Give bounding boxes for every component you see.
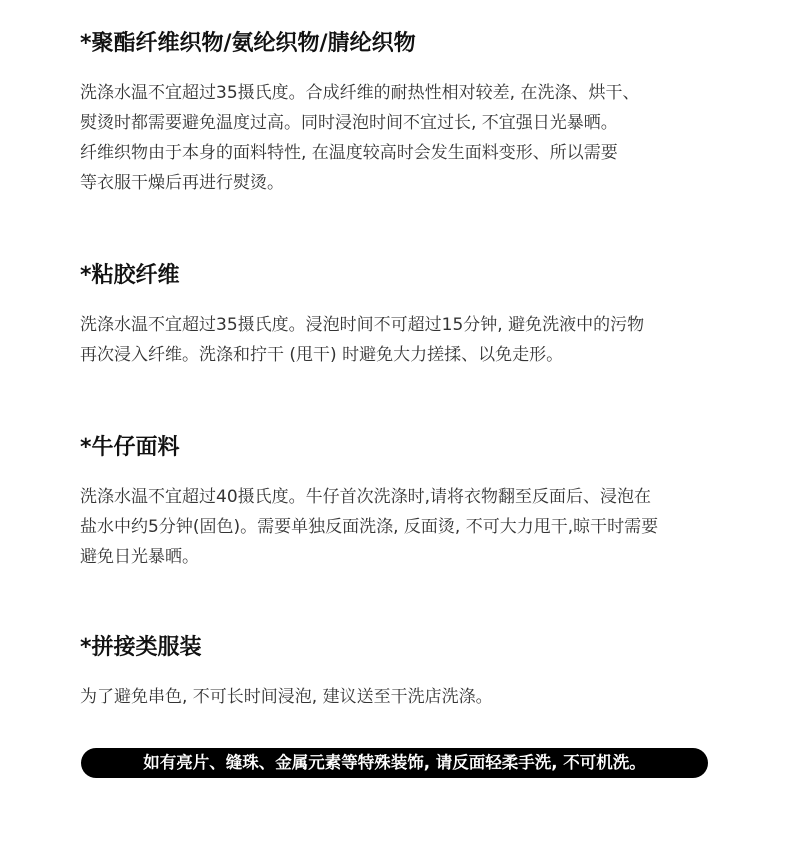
section-patchwork: [80, 634, 740, 712]
body-line: 洗涤水温不宜超过35摄氏度。合成纤维的耐热性相对较差, 在洗涤、烘干、: [80, 83, 640, 103]
section-denim: [80, 434, 740, 572]
body-line: 洗涤水温不宜超过35摄氏度。浸泡时间不可超过15分钟, 避免洗液中的污物: [80, 315, 645, 335]
section-viscose: [80, 262, 740, 370]
body-line: 为了避免串色, 不可长时间浸泡, 建议送至干洗店洗涤。: [80, 687, 493, 707]
section-title: *牛仔面料: [80, 435, 180, 460]
body-line: 纤维织物由于本身的面料特性, 在温度较高时会发生面料变形、所以需要: [80, 143, 618, 163]
section-title: *粘胶纤维: [80, 263, 180, 288]
warning-banner: 如有亮片、缝珠、金属元素等特殊装饰, 请反面轻柔手洗, 不可机洗。: [81, 748, 708, 778]
section-body: [80, 682, 740, 712]
body-line: 再次浸入纤维。洗涤和拧干 (甩干) 时避免大力搓揉、以免走形。: [80, 345, 564, 365]
body-line: 等衣服干燥后再进行熨烫。: [80, 173, 284, 193]
body-line: 洗涤水温不宜超过40摄氏度。牛仔首次洗涤时,请将衣物翻至反面后、浸泡在: [80, 487, 652, 507]
section-title: *拼接类服装: [80, 635, 202, 660]
body-line: 避免日光暴晒。: [80, 547, 199, 567]
body-line: 熨烫时都需要避免温度过高。同时浸泡时间不宜过长, 不宜强日光暴晒。: [80, 113, 618, 133]
section-body: [80, 310, 740, 370]
section-body: [80, 482, 740, 572]
section-body: [80, 78, 740, 198]
section-title: *聚酯纤维织物/氨纶织物/腈纶织物: [80, 31, 416, 56]
body-line: 盐水中约5分钟(固色)。需要单独反面洗涤, 反面烫, 不可大力甩干,晾干时需要: [80, 517, 659, 537]
section-polyester: [80, 30, 740, 198]
